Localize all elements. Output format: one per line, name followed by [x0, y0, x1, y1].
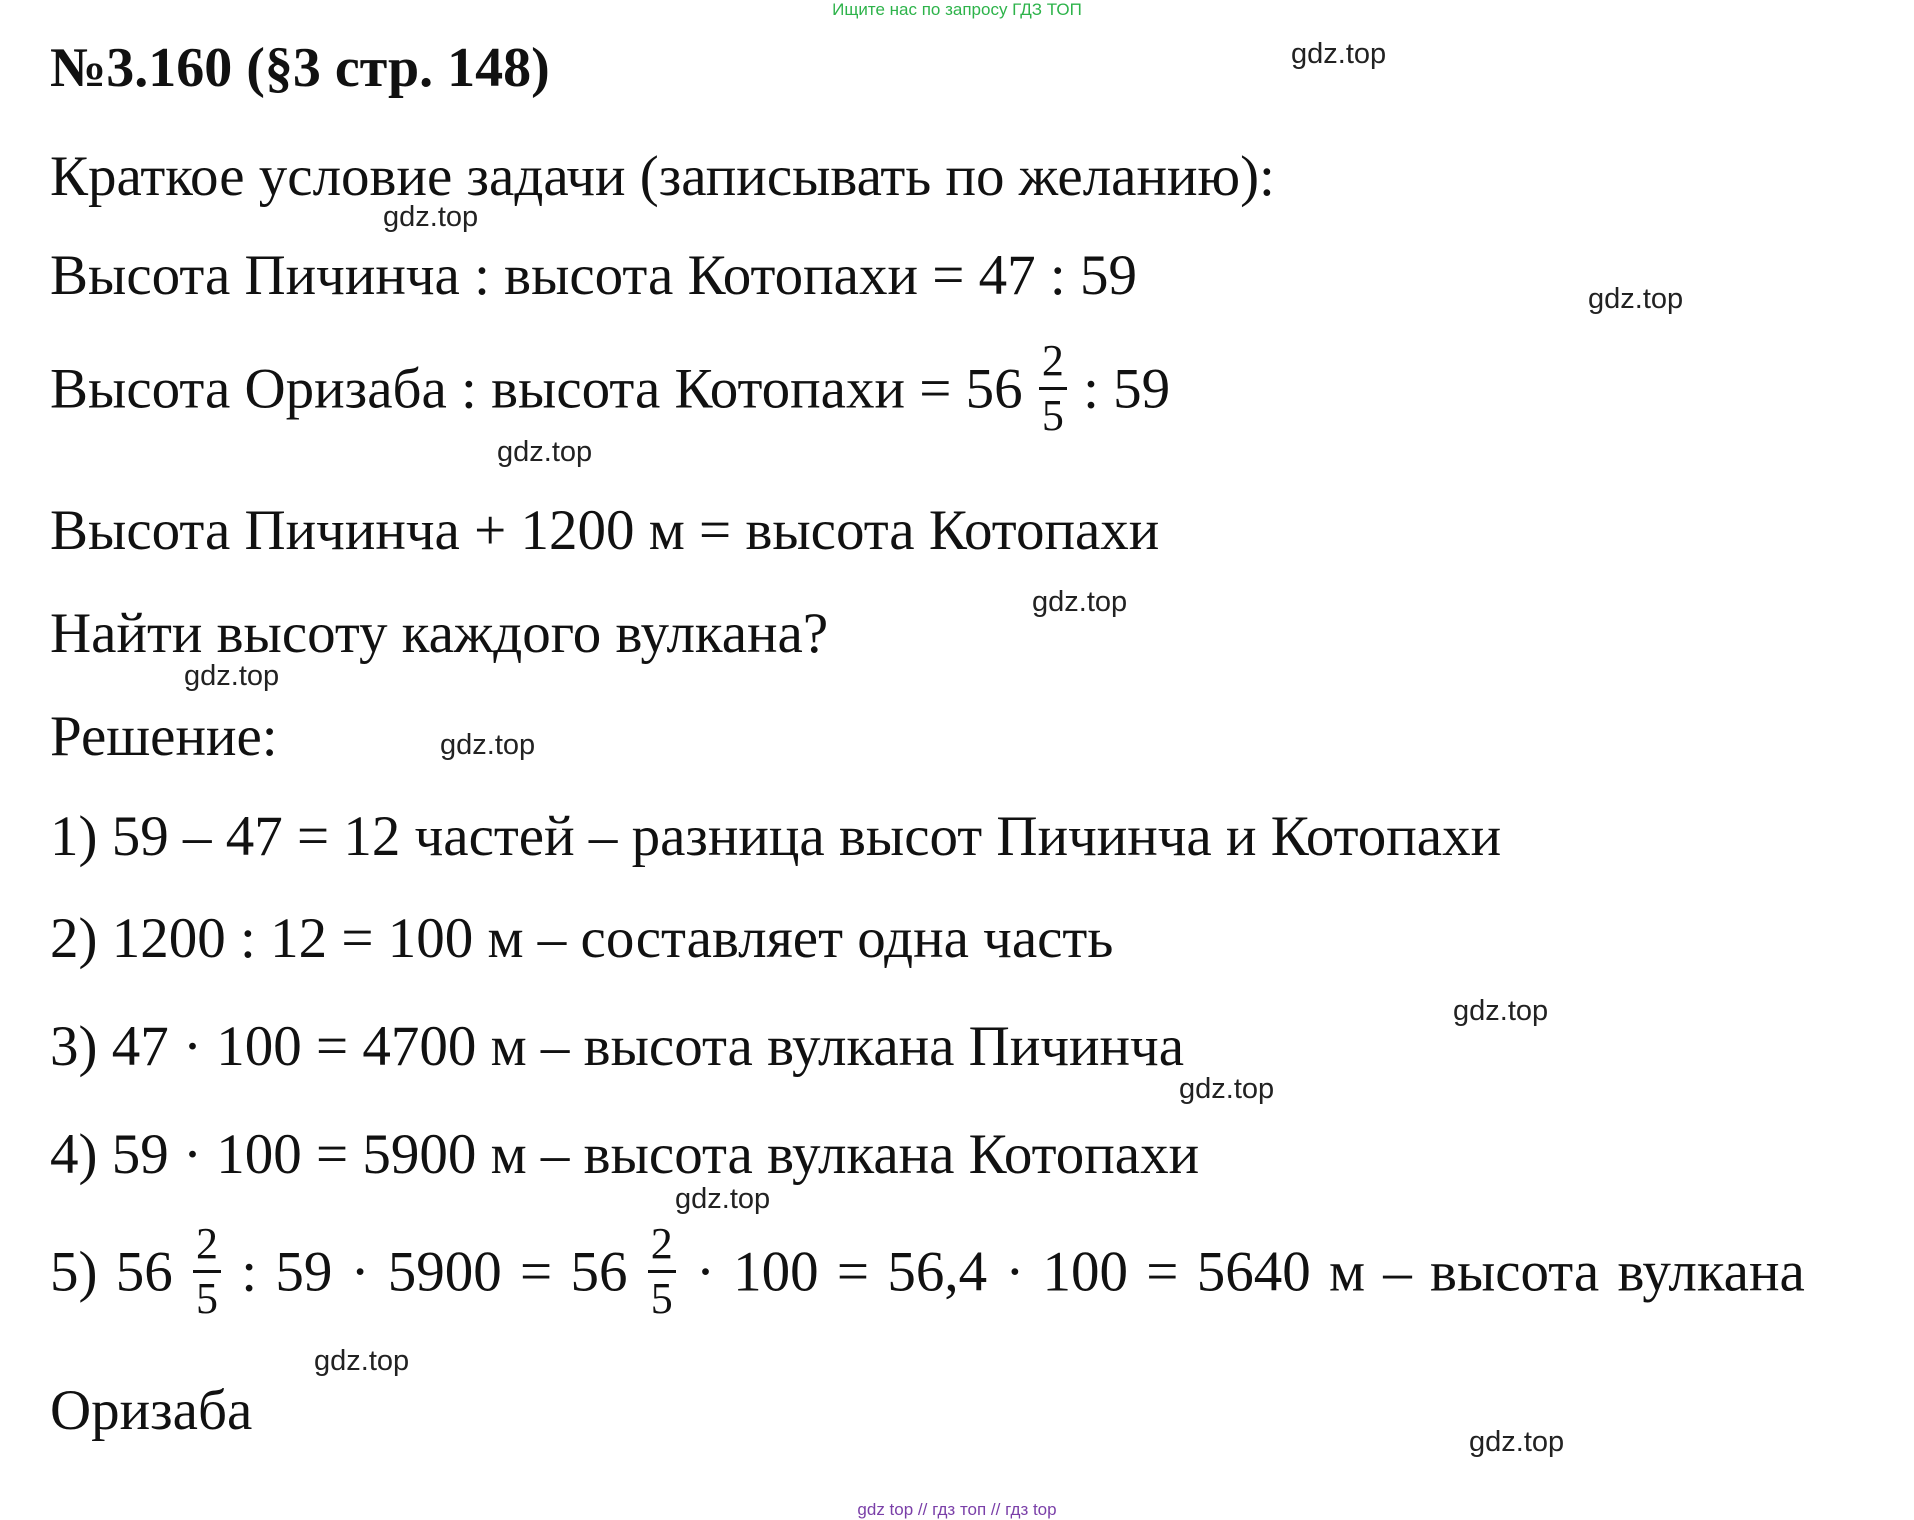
- fraction-denominator: 5: [650, 1274, 673, 1323]
- fraction-numerator: 2: [1039, 339, 1067, 390]
- condition-line-2: [50, 336, 1171, 444]
- solution-heading: Решение:: [50, 705, 278, 768]
- question: Найти высоту каждого вулкана?: [50, 602, 829, 665]
- watermark: gdz.top: [1291, 38, 1387, 70]
- fraction-denominator: 5: [1041, 391, 1064, 440]
- watermark: gdz.top: [1453, 995, 1549, 1027]
- step-5-part-2: : 59 · 5900 = 56: [241, 1240, 628, 1304]
- condition-line-1: Высота Пичинча : высота Котопахи = 47 : 59: [50, 244, 1137, 307]
- bottom-banner: gdz top // гдз топ // гдз top: [857, 1500, 1057, 1519]
- condition-line-2-prefix: Высота Оризаба : высота Котопахи = 56: [50, 357, 1023, 421]
- condition-line-3: Высота Пичинча + 1200 м = высота Котопахи: [50, 499, 1160, 562]
- top-banner: Ищите нас по запросу ГДЗ ТОП: [832, 0, 1082, 19]
- watermark: gdz.top: [383, 201, 479, 233]
- fraction-two-fifths: [1039, 336, 1067, 440]
- watermark: gdz.top: [497, 436, 593, 468]
- fraction-numerator: 2: [648, 1222, 676, 1273]
- solution-step-3: 3) 47 · 100 = 4700 м – высота вулкана Пичинча: [50, 1015, 1184, 1078]
- fraction-denominator: 5: [195, 1274, 218, 1323]
- watermark: gdz.top: [1032, 586, 1128, 618]
- solution-step-5-continuation: Оризаба: [50, 1379, 253, 1442]
- watermark: gdz.top: [440, 729, 536, 761]
- fraction-numerator: 2: [193, 1222, 221, 1273]
- watermark: gdz.top: [314, 1345, 410, 1377]
- step-5-part-1: 5) 56: [50, 1240, 173, 1304]
- fraction-two-fifths-a: [193, 1219, 221, 1323]
- fraction-two-fifths-b: [648, 1219, 676, 1323]
- watermark: gdz.top: [1179, 1073, 1275, 1105]
- watermark: gdz.top: [184, 660, 280, 692]
- step-5-part-3: · 100 = 56,4 · 100 = 5640 м – высота вулкана: [695, 1240, 1805, 1304]
- condition-line-2-suffix: : 59: [1083, 357, 1171, 421]
- watermark: gdz.top: [1469, 1426, 1565, 1458]
- watermark: gdz.top: [675, 1183, 771, 1215]
- solution-step-1: 1) 59 – 47 = 12 частей – разница высот Пичинча и Котопахи: [50, 805, 1502, 868]
- watermark: gdz.top: [1588, 283, 1684, 315]
- solution-step-4: 4) 59 · 100 = 5900 м – высота вулкана Котопахи: [50, 1123, 1200, 1186]
- solution-step-5: [50, 1219, 1805, 1327]
- solution-step-2: 2) 1200 : 12 = 100 м – составляет одна часть: [50, 907, 1114, 970]
- condition-heading: Краткое условие задачи (записывать по желанию):: [50, 145, 1275, 208]
- page-title: №3.160 (§3 стр. 148): [50, 37, 550, 99]
